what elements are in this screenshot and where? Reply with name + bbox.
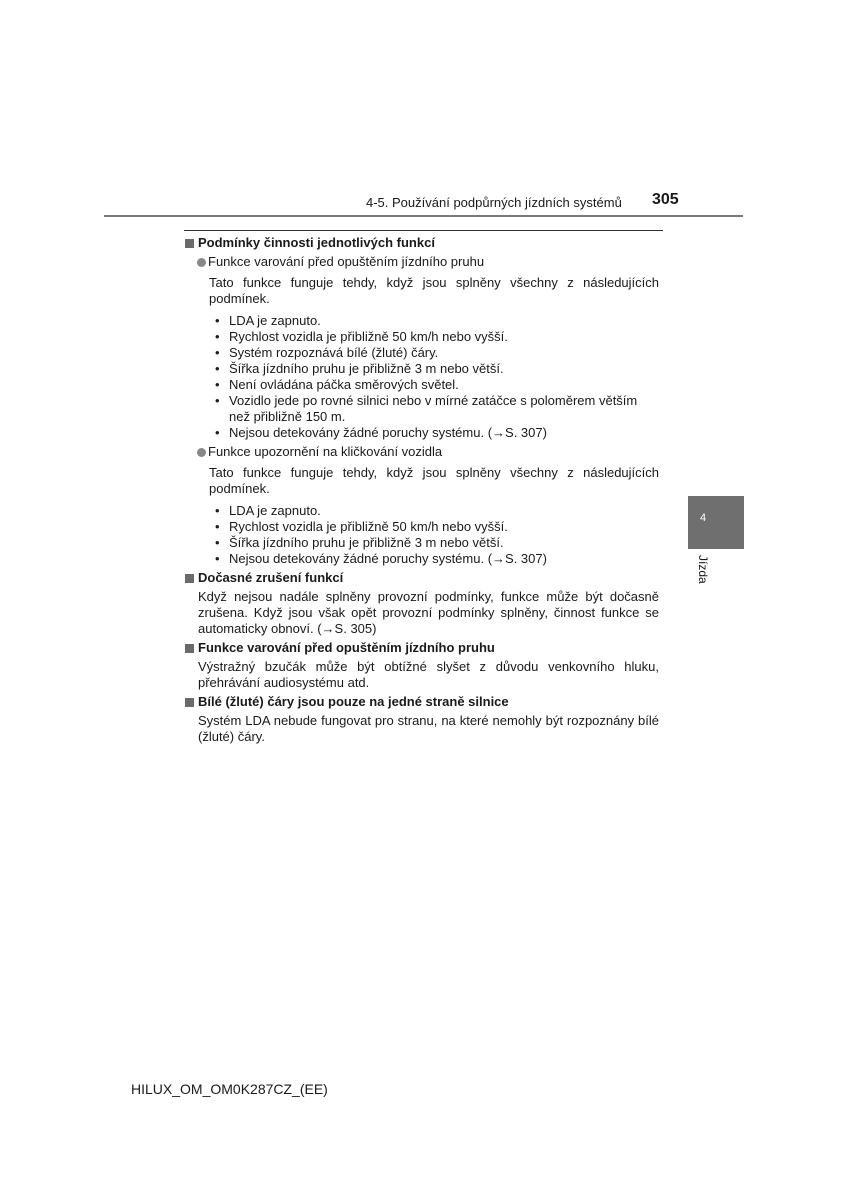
- paragraph: Tato funkce funguje tehdy, když jsou splněny všechny z následujících podmínek.: [209, 465, 659, 496]
- square-bullet-icon: [185, 698, 194, 707]
- list-item: • Systém rozpoznává bílé (žluté) čáry.: [215, 345, 659, 361]
- section-heading-text: Funkce varování před opuštěním jízdního pruhu: [198, 640, 495, 655]
- content-divider: [184, 230, 663, 231]
- square-bullet-icon: [185, 574, 194, 583]
- section-heading-text: Podmínky činnosti jednotlivých funkcí: [198, 235, 435, 250]
- header-divider: [104, 215, 743, 217]
- page-content: [185, 235, 659, 745]
- list-item: • Nejsou detekovány žádné poruchy systému. (→S. 307): [215, 551, 659, 567]
- paragraph: Výstražný bzučák může být obtížné slyšet z důvodu venkovního hluku, přehrávání audiosystému atd.: [198, 659, 659, 690]
- list-item: • Nejsou detekovány žádné poruchy systému. (→S. 307): [215, 425, 659, 441]
- subsection-heading-text: Funkce upozornění na kličkování vozidla: [208, 444, 443, 459]
- list-item: • LDA je zapnuto.: [215, 313, 659, 329]
- document-code: HILUX_OM_OM0K287CZ_(EE): [131, 1081, 328, 1097]
- section-heading: [185, 640, 659, 656]
- subsection-heading: [197, 254, 659, 270]
- list-item: • Rychlost vozidla je přibližně 50 km/h nebo vyšší.: [215, 519, 659, 535]
- section-heading-text: Bílé (žluté) čáry jsou pouze na jedné straně silnice: [198, 694, 509, 709]
- section-heading: [185, 235, 659, 251]
- subsection-heading: [197, 444, 659, 460]
- page-number: 305: [652, 191, 679, 208]
- paragraph: Systém LDA nebude fungovat pro stranu, na které nemohly být rozpoznány bílé (žluté) čáry.: [198, 713, 659, 744]
- subsection-heading-text: Funkce varování před opuštěním jízdního pruhu: [208, 254, 485, 269]
- circle-bullet-icon: [197, 258, 206, 267]
- conditions-list: [215, 313, 659, 441]
- circle-bullet-icon: [197, 448, 206, 457]
- list-item: • Šířka jízdního pruhu je přibližně 3 m nebo větší.: [215, 535, 659, 551]
- section-heading: [185, 694, 659, 710]
- paragraph: Tato funkce funguje tehdy, když jsou splněny všechny z následujících podmínek.: [209, 275, 659, 306]
- conditions-list: [215, 503, 659, 567]
- header-section-title: 4-5. Používání podpůrných jízdních systémů: [366, 195, 622, 210]
- list-item: • Vozidlo jede po rovné silnici nebo v mírné zatáčce s poloměrem větším než přibližně 150 m.: [215, 393, 659, 425]
- list-item: • Šířka jízdního pruhu je přibližně 3 m nebo větší.: [215, 361, 659, 377]
- list-item: • Není ovládána páčka směrových světel.: [215, 377, 659, 393]
- section-heading-text: Dočasné zrušení funkcí: [198, 570, 344, 585]
- section-heading: [185, 570, 659, 586]
- chapter-tab-label: Jízda: [696, 555, 710, 584]
- square-bullet-icon: [185, 644, 194, 653]
- list-item: • Rychlost vozidla je přibližně 50 km/h nebo vyšší.: [215, 329, 659, 345]
- paragraph: Když nejsou nadále splněny provozní podmínky, funkce může být dočasně zrušena. Když jsou však opět provozní podmínky splněny, činnost funkce se automaticky obnoví. (→S. 305): [198, 589, 659, 636]
- chapter-tab[interactable]: [688, 496, 744, 549]
- list-item: • LDA je zapnuto.: [215, 503, 659, 519]
- square-bullet-icon: [185, 239, 194, 248]
- chapter-tab-number: 4: [700, 512, 707, 524]
